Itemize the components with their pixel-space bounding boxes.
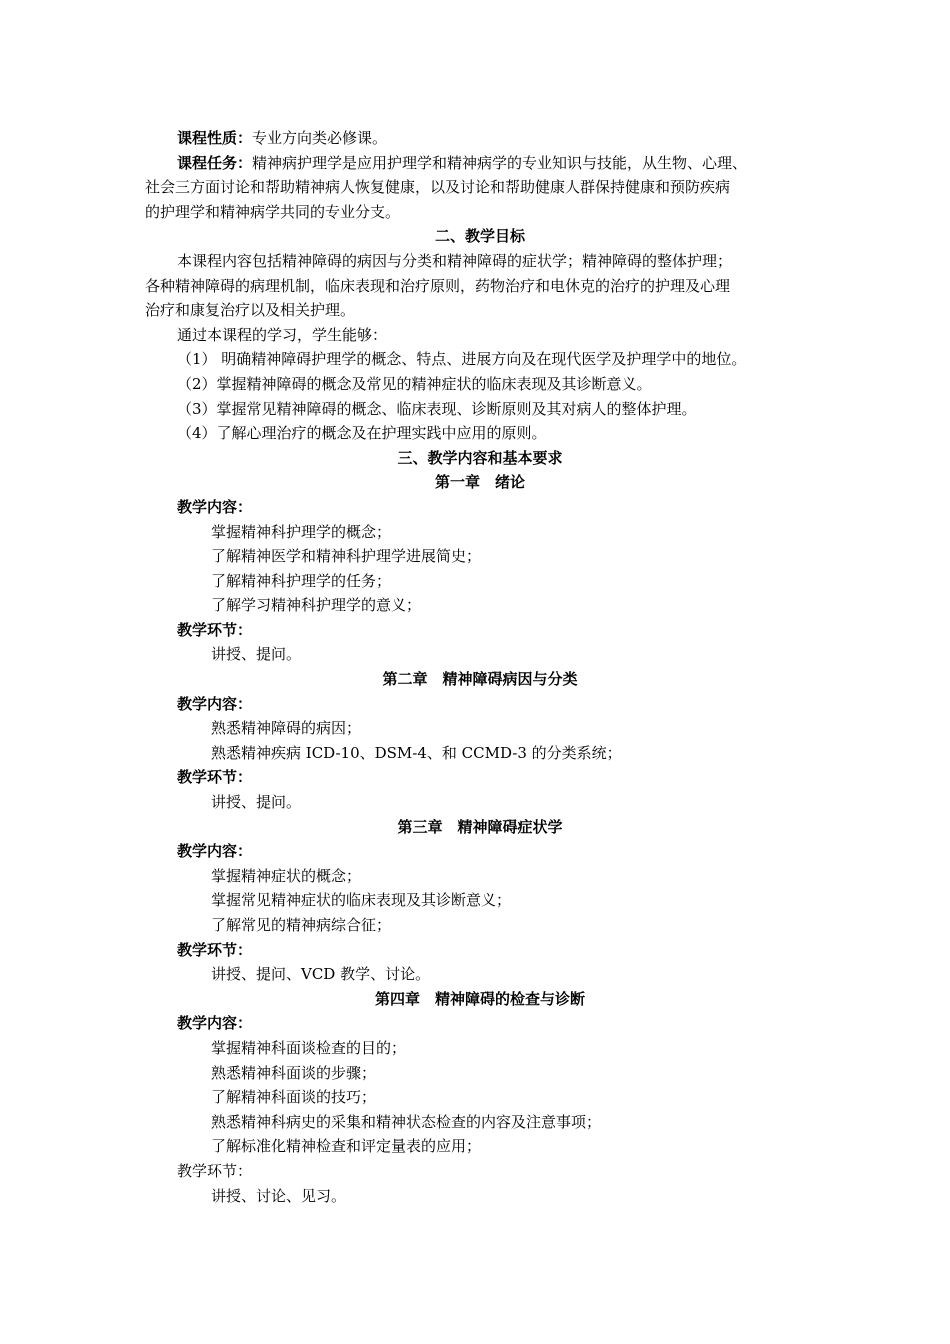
- content-label: 教学内容：: [177, 694, 253, 713]
- content-item: 了解精神医学和精神科护理学进展简史；: [211, 547, 482, 566]
- content-item: 掌握精神症状的概念；: [211, 866, 362, 885]
- content-item: 掌握精神科面谈检查的目的；: [211, 1038, 407, 1057]
- goal-item: （4）了解心理治疗的概念及在护理实践中应用的原则。: [177, 424, 547, 443]
- content-item: 熟悉精神科病史的采集和精神状态检查的内容及注意事项；: [211, 1112, 602, 1131]
- goal-item: （2）掌握精神障碍的概念及常见的精神症状的临床表现及其诊断意义。: [177, 374, 652, 393]
- content-label: 教学内容：: [177, 842, 253, 861]
- content-item: 熟悉精神疾病 ICD-10、DSM-4、和 CCMD-3 的分类系统；: [211, 743, 622, 762]
- content-item: 熟悉精神障碍的病因；: [211, 719, 362, 738]
- content-item: 掌握常见精神症状的临床表现及其诊断意义；: [211, 891, 512, 910]
- content-label: 教学内容：: [177, 1014, 253, 1033]
- method-text: 讲授、讨论、见习。: [211, 1186, 347, 1205]
- method-text: 讲授、提问、VCD 教学、讨论。: [211, 965, 431, 984]
- content-item: 了解学习精神科护理学的意义；: [211, 596, 422, 615]
- content-item: 熟悉精神科面谈的步骤；: [211, 1063, 377, 1082]
- course-nature-label: 课程性质：: [177, 129, 253, 147]
- document-page: [145, 126, 815, 1208]
- section2-intro: 通过本课程的学习，学生能够：: [177, 325, 388, 344]
- course-task-line-2: 社会三方面讨论和帮助精神病人恢复健康，以及讨论和帮助健康人群保持健康和预防疾病: [145, 178, 731, 197]
- content-item: 了解精神科护理学的任务；: [211, 571, 392, 590]
- method-text: 讲授、提问。: [211, 645, 302, 664]
- method-label: 教学环节：: [177, 940, 253, 959]
- course-nature-line: [145, 126, 815, 151]
- method-label: 教学环节：: [177, 768, 253, 787]
- chapter-title: 第二章 精神障碍病因与分类: [382, 670, 578, 689]
- chapter-title: 第三章 精神障碍症状学: [397, 817, 563, 836]
- course-task-label: 课程任务：: [177, 153, 253, 172]
- content-label: 教学内容：: [177, 497, 253, 516]
- content-item: 了解常见的精神病综合征；: [211, 916, 392, 934]
- course-task-text-1: 精神病护理学是应用护理学和精神病学的专业知识与技能，从生物、心理、: [252, 153, 748, 172]
- content-item: 了解标准化精神检查和评定量表的应用；: [211, 1137, 482, 1156]
- chapter-title: 第四章 精神障碍的检查与诊断: [374, 989, 585, 1008]
- section2-para-line-1: 本课程内容包括精神障碍的病因与分类和精神障碍的症状学；精神障碍的整体护理；: [177, 251, 733, 270]
- goal-item: （1） 明确精神障碍护理学的概念、特点、进展方向及在现代医学及护理学中的地位。: [177, 350, 747, 369]
- section2-heading: 二、教学目标: [434, 227, 525, 246]
- section3-heading: 三、教学内容和基本要求: [397, 448, 563, 467]
- section2-para-line-3: 治疗和康复治疗以及相关护理。: [145, 301, 356, 320]
- course-task-line-3: 的护理学和精神病学共同的专业分支。: [145, 202, 401, 221]
- method-label: 教学环节：: [177, 1161, 253, 1180]
- goal-item: （3）掌握常见精神障碍的概念、临床表现、诊断原则及其对病人的整体护理。: [177, 399, 697, 418]
- method-label: 教学环节：: [177, 620, 253, 639]
- course-nature-text: 专业方向类必修课。: [252, 129, 388, 147]
- content-item: 掌握精神科护理学的概念；: [211, 522, 392, 541]
- section2-para-line-2: 各种精神障碍的病理机制，临床表现和治疗原则，药物治疗和电休克的治疗的护理及心理: [145, 276, 731, 295]
- chapter-title: 第一章 绪论: [434, 473, 525, 492]
- content-item: 了解精神科面谈的技巧；: [211, 1088, 377, 1107]
- method-text: 讲授、提问。: [211, 793, 302, 812]
- course-task-line-1: [145, 151, 815, 176]
